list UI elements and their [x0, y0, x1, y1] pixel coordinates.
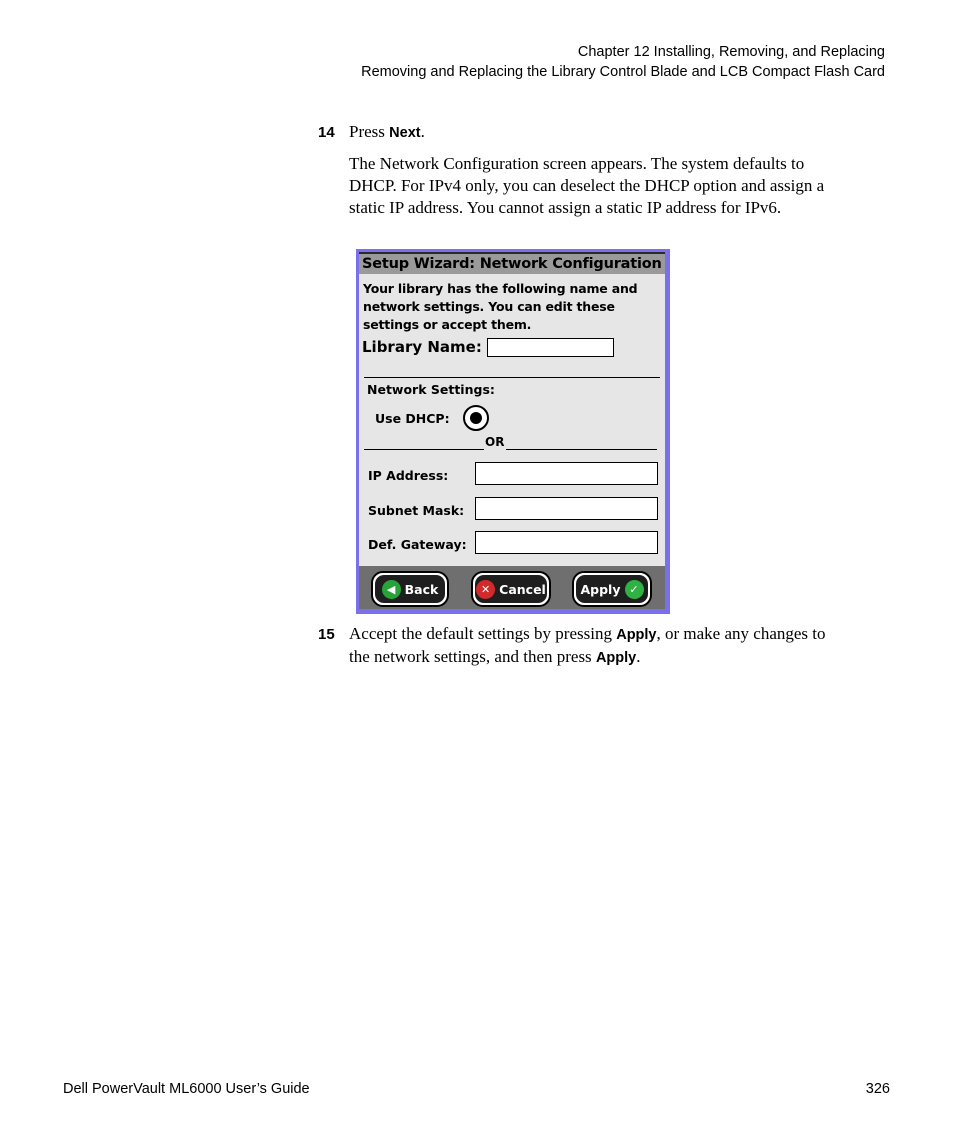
apply-button-face — [576, 575, 648, 603]
description-line: static IP address. You cannot assign a static IP address for IPv6. — [349, 198, 782, 217]
page-number: 326 — [865, 1081, 890, 1097]
step-15-text: . — [636, 647, 641, 666]
library-name-label: Library Name: — [362, 338, 482, 356]
network-settings-label: Network Settings: — [367, 382, 495, 397]
or-divider-left — [364, 449, 484, 450]
apply-keyword: Apply — [616, 627, 657, 643]
ip-address-label: IP Address: — [368, 468, 449, 483]
step-14-number: 14 — [318, 124, 335, 141]
screen-intro — [363, 280, 637, 334]
next-keyword: Next — [389, 125, 421, 141]
or-divider-right — [506, 449, 657, 450]
screen-title: Setup Wizard: Network Configuration — [359, 252, 665, 274]
description-line: DHCP. For IPv4 only, you can deselect the DHCP option and assign a — [349, 176, 825, 195]
subnet-mask-field[interactable] — [475, 497, 658, 520]
back-button[interactable] — [371, 571, 449, 607]
library-name-field[interactable] — [487, 338, 614, 357]
step-15-line-2 — [349, 646, 826, 669]
step-15-text: the network settings, and then press — [349, 647, 596, 666]
subnet-mask-label: Subnet Mask: — [368, 503, 465, 518]
step-14-description — [349, 153, 824, 219]
intro-line: Your library has the following name and — [363, 281, 638, 296]
intro-line: settings or accept them. — [363, 317, 532, 332]
default-gateway-label: Def. Gateway: — [368, 537, 467, 552]
apply-button[interactable] — [572, 571, 652, 607]
cancel-button-label: Cancel — [499, 581, 546, 597]
cancel-button[interactable] — [471, 571, 551, 607]
button-bar — [359, 566, 665, 609]
step-15-number: 15 — [318, 626, 335, 643]
back-button-label: Back — [404, 581, 439, 597]
default-gateway-field[interactable] — [475, 531, 658, 554]
back-button-face — [375, 575, 445, 603]
step-15-text: , or make any changes to — [656, 624, 826, 643]
device-screen — [359, 252, 665, 609]
checkmark-icon: ✓ — [625, 580, 644, 599]
step-14-period: . — [420, 122, 425, 141]
step-14-instruction — [349, 121, 425, 144]
cancel-x-icon: ✕ — [476, 580, 495, 599]
chapter-header: Chapter 12 Installing, Removing, and Replacing — [577, 44, 885, 60]
use-dhcp-radio[interactable] — [463, 405, 489, 431]
footer-guide-title: Dell PowerVault ML6000 User’s Guide — [63, 1081, 310, 1097]
apply-keyword: Apply — [595, 650, 637, 666]
step-14-press-text: Press — [349, 122, 390, 141]
network-configuration-screenshot — [356, 249, 670, 614]
section-header: Removing and Replacing the Library Control Blade and LCB Compact Flash Card — [361, 64, 885, 80]
step-15-instruction — [349, 623, 826, 669]
use-dhcp-label: Use DHCP: — [375, 411, 450, 426]
step-15-text: Accept the default settings by pressing — [349, 624, 617, 643]
cancel-button-face — [475, 575, 547, 603]
description-line: The Network Configuration screen appears. The system defaults to — [349, 154, 805, 173]
apply-button-label: Apply — [580, 581, 621, 597]
back-arrow-icon: ◀ — [382, 580, 401, 599]
ip-address-field[interactable] — [475, 462, 658, 485]
or-label: OR — [485, 435, 505, 449]
divider — [364, 377, 660, 378]
intro-line: network settings. You can edit these — [363, 299, 615, 314]
radio-selected-dot — [470, 412, 482, 424]
step-15-line-1 — [349, 623, 826, 646]
